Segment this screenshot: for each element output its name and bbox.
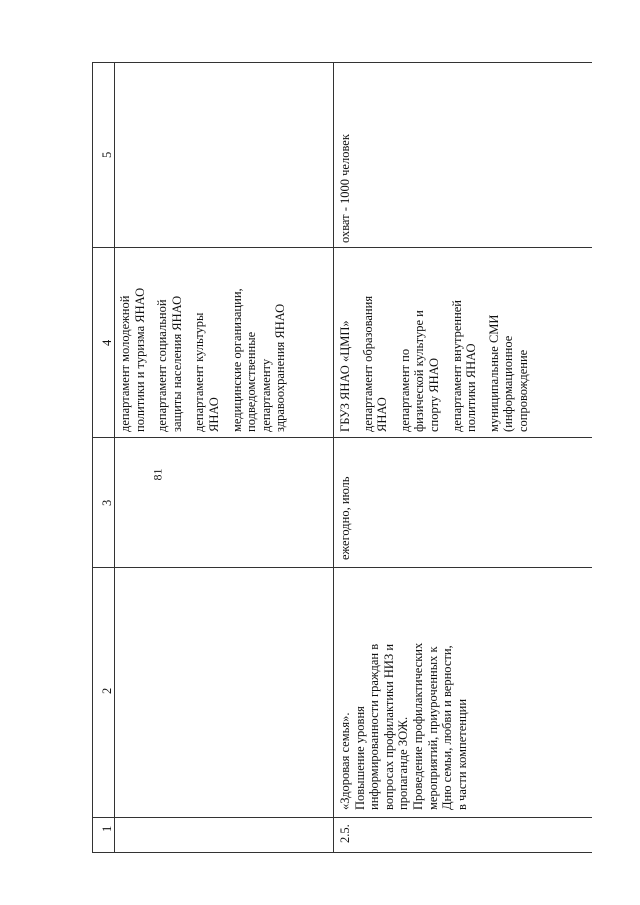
executor-line: физической культуре и — [412, 310, 427, 432]
table-border-bottom — [92, 852, 592, 853]
table-border-left — [92, 62, 93, 852]
table-border-top — [92, 62, 592, 63]
header-col-2: 2 — [100, 687, 114, 694]
executor-line: сопровождение — [515, 349, 530, 432]
header-row-divider — [114, 62, 115, 852]
description-line: мероприятий, приуроченных к — [425, 646, 440, 810]
executor-line: защиты населения ЯНАО — [169, 295, 184, 432]
col-divider-2-3 — [92, 567, 592, 568]
header-col-1: 1 — [100, 825, 114, 832]
executor-line: департамент молодежной — [118, 295, 132, 432]
executor-line: департамент социальной — [155, 299, 170, 432]
executor-line: политики ЯНАО — [464, 343, 479, 432]
description-line: «Здоровая семья». — [338, 712, 352, 810]
executor-line: ЯНАО — [375, 397, 390, 432]
header-col-4: 4 — [100, 339, 114, 346]
description-line: Дню семьи, любви и верности, — [440, 645, 455, 810]
executor-line: муниципальные СМИ — [486, 314, 501, 432]
executor-line: (информационное — [501, 335, 516, 432]
prev-row-executors — [118, 288, 288, 432]
page-number: 81 — [150, 468, 165, 481]
executor-line: подведомственные — [244, 331, 259, 432]
coverage: охват - 1000 человек — [338, 134, 352, 243]
description-line: в части компетенции — [454, 698, 469, 810]
row-divider-2-5 — [333, 62, 334, 852]
description-line: Проведение профилактических — [410, 642, 425, 810]
executor-line: политики и туризма ЯНАО — [132, 287, 147, 432]
executor-line: здравоохранения ЯНАО — [273, 303, 288, 432]
description-line: информированности граждан в — [367, 643, 382, 810]
executor-line: спорту ЯНАО — [426, 357, 441, 432]
executor-line: департамент по — [397, 348, 412, 432]
row-number: 2.5. — [338, 824, 352, 843]
col-divider-4-5 — [92, 247, 592, 248]
period: ежегодно, июль — [338, 476, 352, 560]
executor-line: ГБУЗ ЯНАО «ЦМП» — [338, 320, 352, 432]
executor-line: департаменту — [258, 358, 273, 432]
executor-line: департамент образования — [360, 295, 375, 432]
activity-description — [338, 643, 469, 810]
executor-line: департамент культуры — [192, 312, 207, 432]
header-col-3: 3 — [100, 499, 114, 506]
description-line: пропаганде ЗОЖ. — [396, 716, 411, 810]
description-line: вопросах профилактики НИЗ и — [381, 643, 396, 810]
header-col-5: 5 — [100, 151, 114, 158]
executor-line: департамент внутренней — [449, 299, 464, 432]
executors — [338, 296, 531, 432]
col-divider-1-2 — [92, 817, 592, 818]
executor-line: медицинские организации, — [229, 288, 244, 432]
description-line: Повышение уровня — [352, 706, 367, 810]
col-divider-3-4 — [92, 437, 592, 438]
executor-line: ЯНАО — [206, 397, 221, 432]
